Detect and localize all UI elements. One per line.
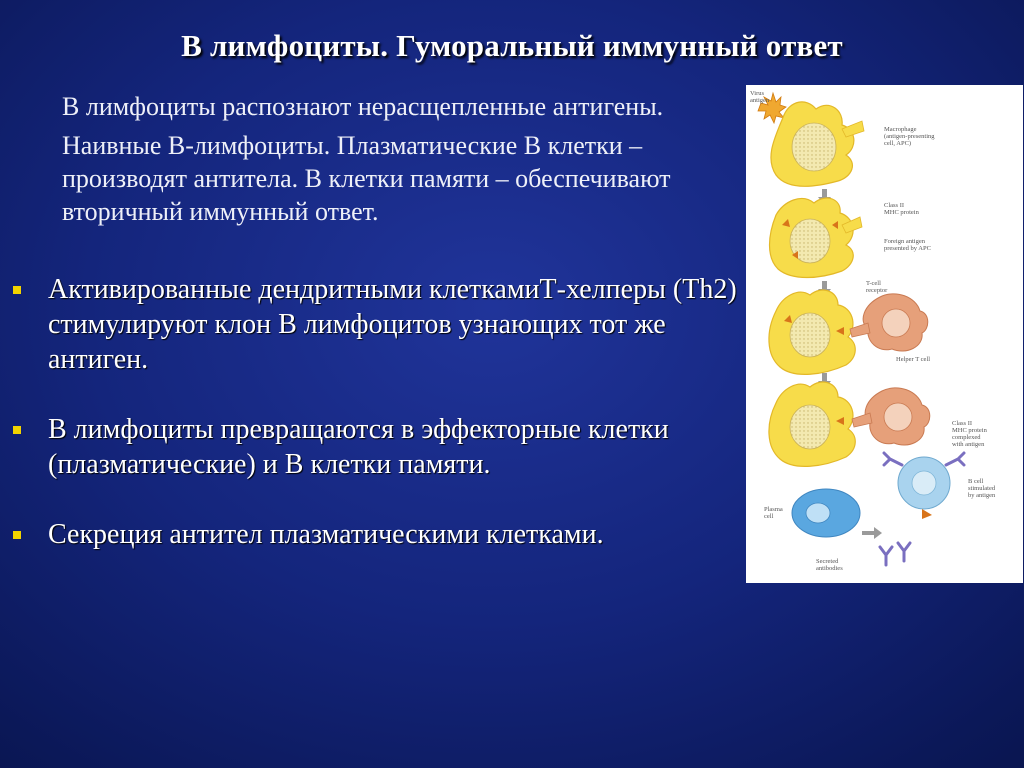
plasma-cell-stage: [792, 489, 910, 565]
helper-t-nucleus-icon: [882, 309, 910, 337]
macrophage-nucleus-icon: [790, 405, 830, 449]
macrophage-nucleus-icon: [792, 123, 836, 171]
label-secreted-antibodies: antibodies: [816, 565, 843, 572]
macrophage-stage-1: [758, 93, 864, 186]
helper-t-nucleus-icon: [884, 403, 912, 431]
antibody-icon: [880, 543, 910, 565]
label-macrophage: Macrophage: [884, 126, 917, 133]
square-bullet-icon: [13, 426, 21, 434]
intro-paragraph-1: В лимфоциты распознают нерасщепленные антигены.: [62, 92, 664, 121]
plasma-cell-nucleus-icon: [806, 503, 830, 523]
label-tcr: receptor: [866, 287, 888, 294]
label-virus: Virus: [750, 90, 765, 97]
label-b-cell: stimulated: [968, 485, 996, 492]
label-class2-complex: MHC protein: [952, 427, 987, 434]
label-class2: Class II: [884, 202, 905, 209]
label-class2-complex: with antigen: [952, 441, 985, 448]
label-class2-complex: complexed: [952, 434, 981, 441]
gray-arrow-icon: [862, 527, 882, 539]
figure-drawing: [746, 85, 1023, 583]
label-plasma-cell: cell: [764, 513, 774, 520]
label-secreted-antibodies: Secreted: [816, 558, 839, 565]
intro-paragraph-2: Наивные В-лимфоциты. Плазматические В клетки – производят антитела. В клетки памяти – обеспечивают вторичный иммунный ответ.: [62, 131, 671, 226]
label-b-cell: by antigen: [968, 492, 996, 499]
label-plasma-cell: Plasma: [764, 506, 783, 513]
bullet-item: [10, 272, 770, 377]
intro-text: [62, 90, 762, 234]
bullet-text: Активированные дендритными клеткамиТ-хелперы (Th2) стимулируют клон В лимфоцитов узнающих тот же антиген.: [48, 274, 737, 375]
slide-title: В лимфоциты. Гуморальный иммунный ответ: [181, 28, 843, 63]
t-cell-receptor-icon: [852, 413, 872, 427]
label-macrophage: (antigen-presenting: [884, 133, 935, 140]
label-foreign-antigen: Foreign antigen: [884, 238, 925, 245]
square-bullet-icon: [13, 286, 21, 294]
b-cell-nucleus-icon: [912, 471, 936, 495]
macrophage-stage-2: [770, 198, 863, 277]
label-antigen: antigen: [750, 97, 770, 104]
label-tcr: T-cell: [866, 280, 881, 287]
label-foreign-antigen: presented by APC: [884, 245, 931, 252]
label-class2-complex: Class II: [952, 420, 973, 427]
label-helper-t: Helper T cell: [896, 356, 931, 363]
bullet-list: [10, 272, 770, 552]
bullet-text: Секреция антител плазматическими клетками.: [48, 519, 604, 550]
humoral-response-figure: [746, 85, 1023, 583]
bullet-item: [10, 412, 770, 482]
bullet-item: [10, 517, 770, 552]
label-macrophage: cell, APC): [884, 140, 912, 147]
label-b-cell: B cell: [968, 478, 984, 485]
antigen-fragment-icon: [922, 509, 932, 519]
receptor-icon: [842, 121, 864, 137]
macrophage-nucleus-icon: [790, 313, 830, 357]
bullet-text: В лимфоциты превращаются в эффекторные клетки (плазматические) и В клетки памяти.: [48, 414, 669, 480]
label-class2: MHC protein: [884, 209, 919, 216]
square-bullet-icon: [13, 531, 21, 539]
